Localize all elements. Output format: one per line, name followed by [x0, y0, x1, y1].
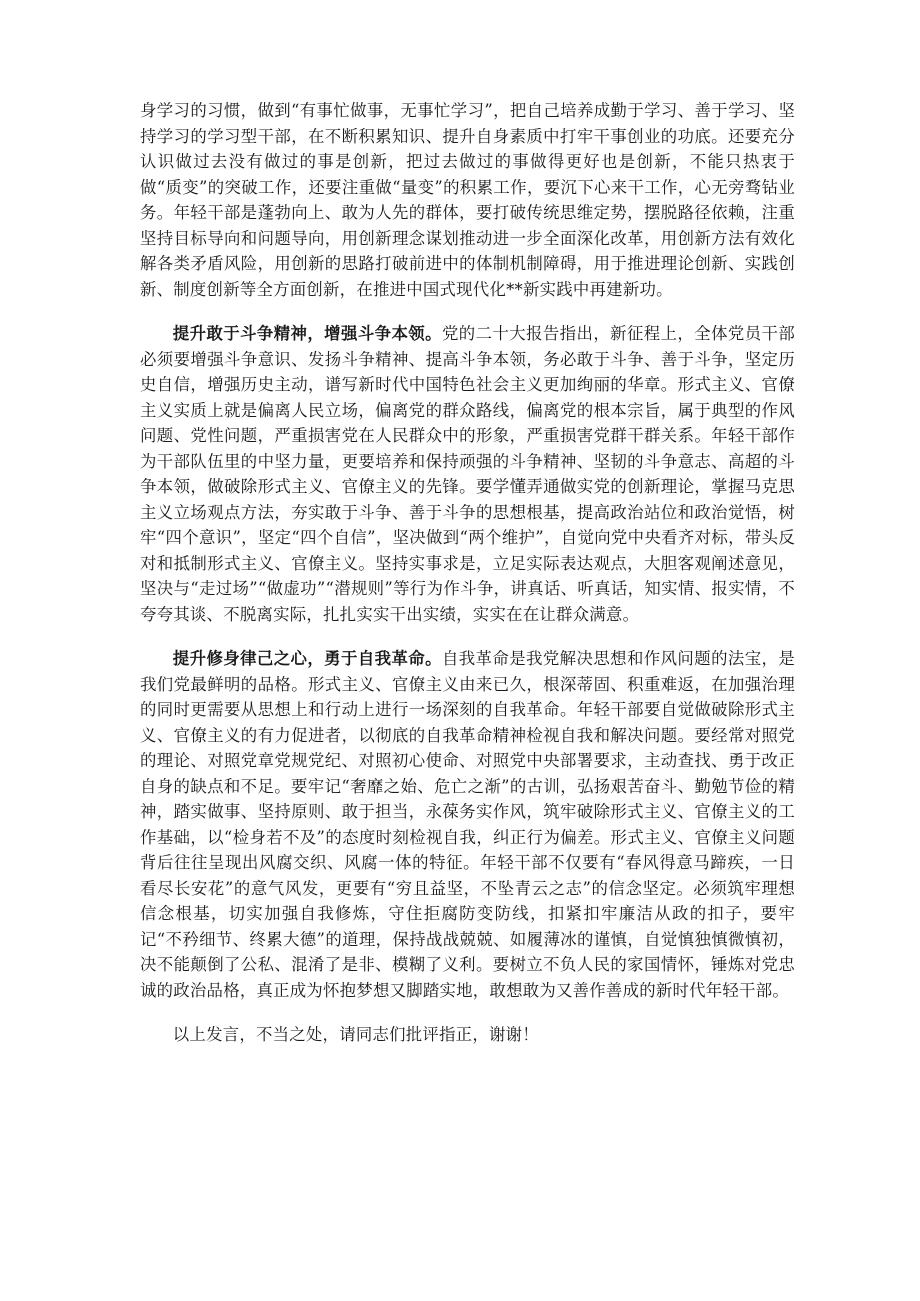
paragraph-gap: [140, 1003, 795, 1022]
paragraph-struggle-spirit: [140, 321, 795, 627]
paragraph-heading: 提升敢于斗争精神，增强斗争本领。: [172, 324, 442, 343]
document-body: [140, 98, 795, 1048]
paragraph-text: 以上发言，不当之处，请同志们批评指正，谢谢！: [172, 1025, 539, 1044]
paragraph-gap: [140, 302, 795, 321]
paragraph-self-revolution: [140, 646, 795, 1003]
paragraph-gap: [140, 627, 795, 646]
paragraph-text: 党的二十大报告指出，新征程上，全体党员干部必须要增强斗争意识、发扬斗争精神、提高斗争本领，务必敢于斗争、善于斗争，坚定历史自信，增强历史主动，谱写新时代中国特色社会主义更加绚丽的华章。形式主义、官僚主义实质上就是偏离人民立场，偏离党的群众路线，偏离党的根本宗旨，属于典型的作风问题、党性问题，严重损害党在人民群众中的形象，严重损害党群干群关系。年轻干部作为干部队伍里的中坚力量，更要培养和保持顽强的斗争精神、坚韧的斗争意志、高超的斗争本领，做破除形式主义、官僚主义的先锋。要学懂弄通做实党的创新理论，掌握马克思主义立场观点方法，夯实敢于斗争、善于斗争的思想根基，提高政治站位和政治觉悟，树牢“四个意识”，坚定“四个自信”，坚决做到“两个维护”，自觉向党中央看齐对标，带头反对和抵制形式主义、官僚主义。坚持实事求是，立足实际表达观点，大胆客观阐述意见，坚决与“走过场”“做虚功”“潜规则”等行为作斗争，讲真话、听真话，知实情、报实情，不夸夸其谈、不脱离实际，扎扎实实干出实绩，实实在在让群众满意。: [140, 324, 796, 624]
paragraph-text: 自我革命是我党解决思想和作风问题的法宝，是我们党最鲜明的品格。形式主义、官僚主义由来已久，根深蒂固、积重难返，在加强治理的同时更需要从思想上和行动上进行一场深刻的自我革命。年轻干部要自觉做破除形式主义、官僚主义的有力促进者，以彻底的自我革命精神检视自我和解决问题。要经常对照党的理论、对照党章党规党纪、对照初心使命、对照党中央部署要求，主动查找、勇于改正自身的缺点和不足。要牢记“奢靡之始、危亡之渐”的古训，弘扬艰苦奋斗、勤勉节俭的精神，踏实做事、坚持原则、敢于担当，永葆务实作风，筑牢破除形式主义、官僚主义的工作基础，以“检身若不及”的态度时刻检视自我，纠正行为偏差。形式主义、官僚主义问题背后往往呈现出风腐交织、风腐一体的特征。年轻干部不仅要有“春风得意马蹄疾，一日看尽长安花”的意气风发，更要有“穷且益坚，不坠青云之志”的信念坚定。必须筑牢理想信念根基，切实加强自我修炼，守住拒腐防变防线，扣紧扣牢廉洁从政的扣子，要牢记“不矜细节、终累大德”的道理，保持战战兢兢、如履薄冰的谨慎，自觉慎独慎微慎初，决不能颠倒了公私、混淆了是非、模糊了义利。要树立不负人民的家国情怀，锤炼对党忠诚的政治品格，真正成为怀抱梦想又脚踏实地，敢想敢为又善作善成的新时代年轻干部。: [140, 649, 796, 1000]
paragraph-closing: [140, 1022, 795, 1048]
paragraph-text: 身学习的习惯，做到“有事忙做事，无事忙学习”，把自己培养成勤于学习、善于学习、坚持学习的学习型干部，在不断积累知识、提升自身素质中打牢干事创业的功底。还要充分认识做过去没有做过的事是创新，把过去做过的事做得更好也是创新，不能只热衷于做“质变”的突破工作，还要注重做“量变”的积累工作，要沉下心来干工作，心无旁骛钻业务。年轻干部是蓬勃向上、敢为人先的群体，要打破传统思维定势，摆脱路径依赖，注重坚持目标导向和问题导向，用创新理念谋划推动进一步全面深化改革，用创新方法有效化解各类矛盾风险，用创新的思路打破前进中的体制机制障碍，用于推进理论创新、实践创新、制度创新等全方面创新，在推进中国式现代化**新实践中再建新功。: [140, 101, 795, 299]
paragraph-continuation: [140, 98, 795, 302]
paragraph-heading: 提升修身律己之心，勇于自我革命。: [172, 649, 442, 668]
